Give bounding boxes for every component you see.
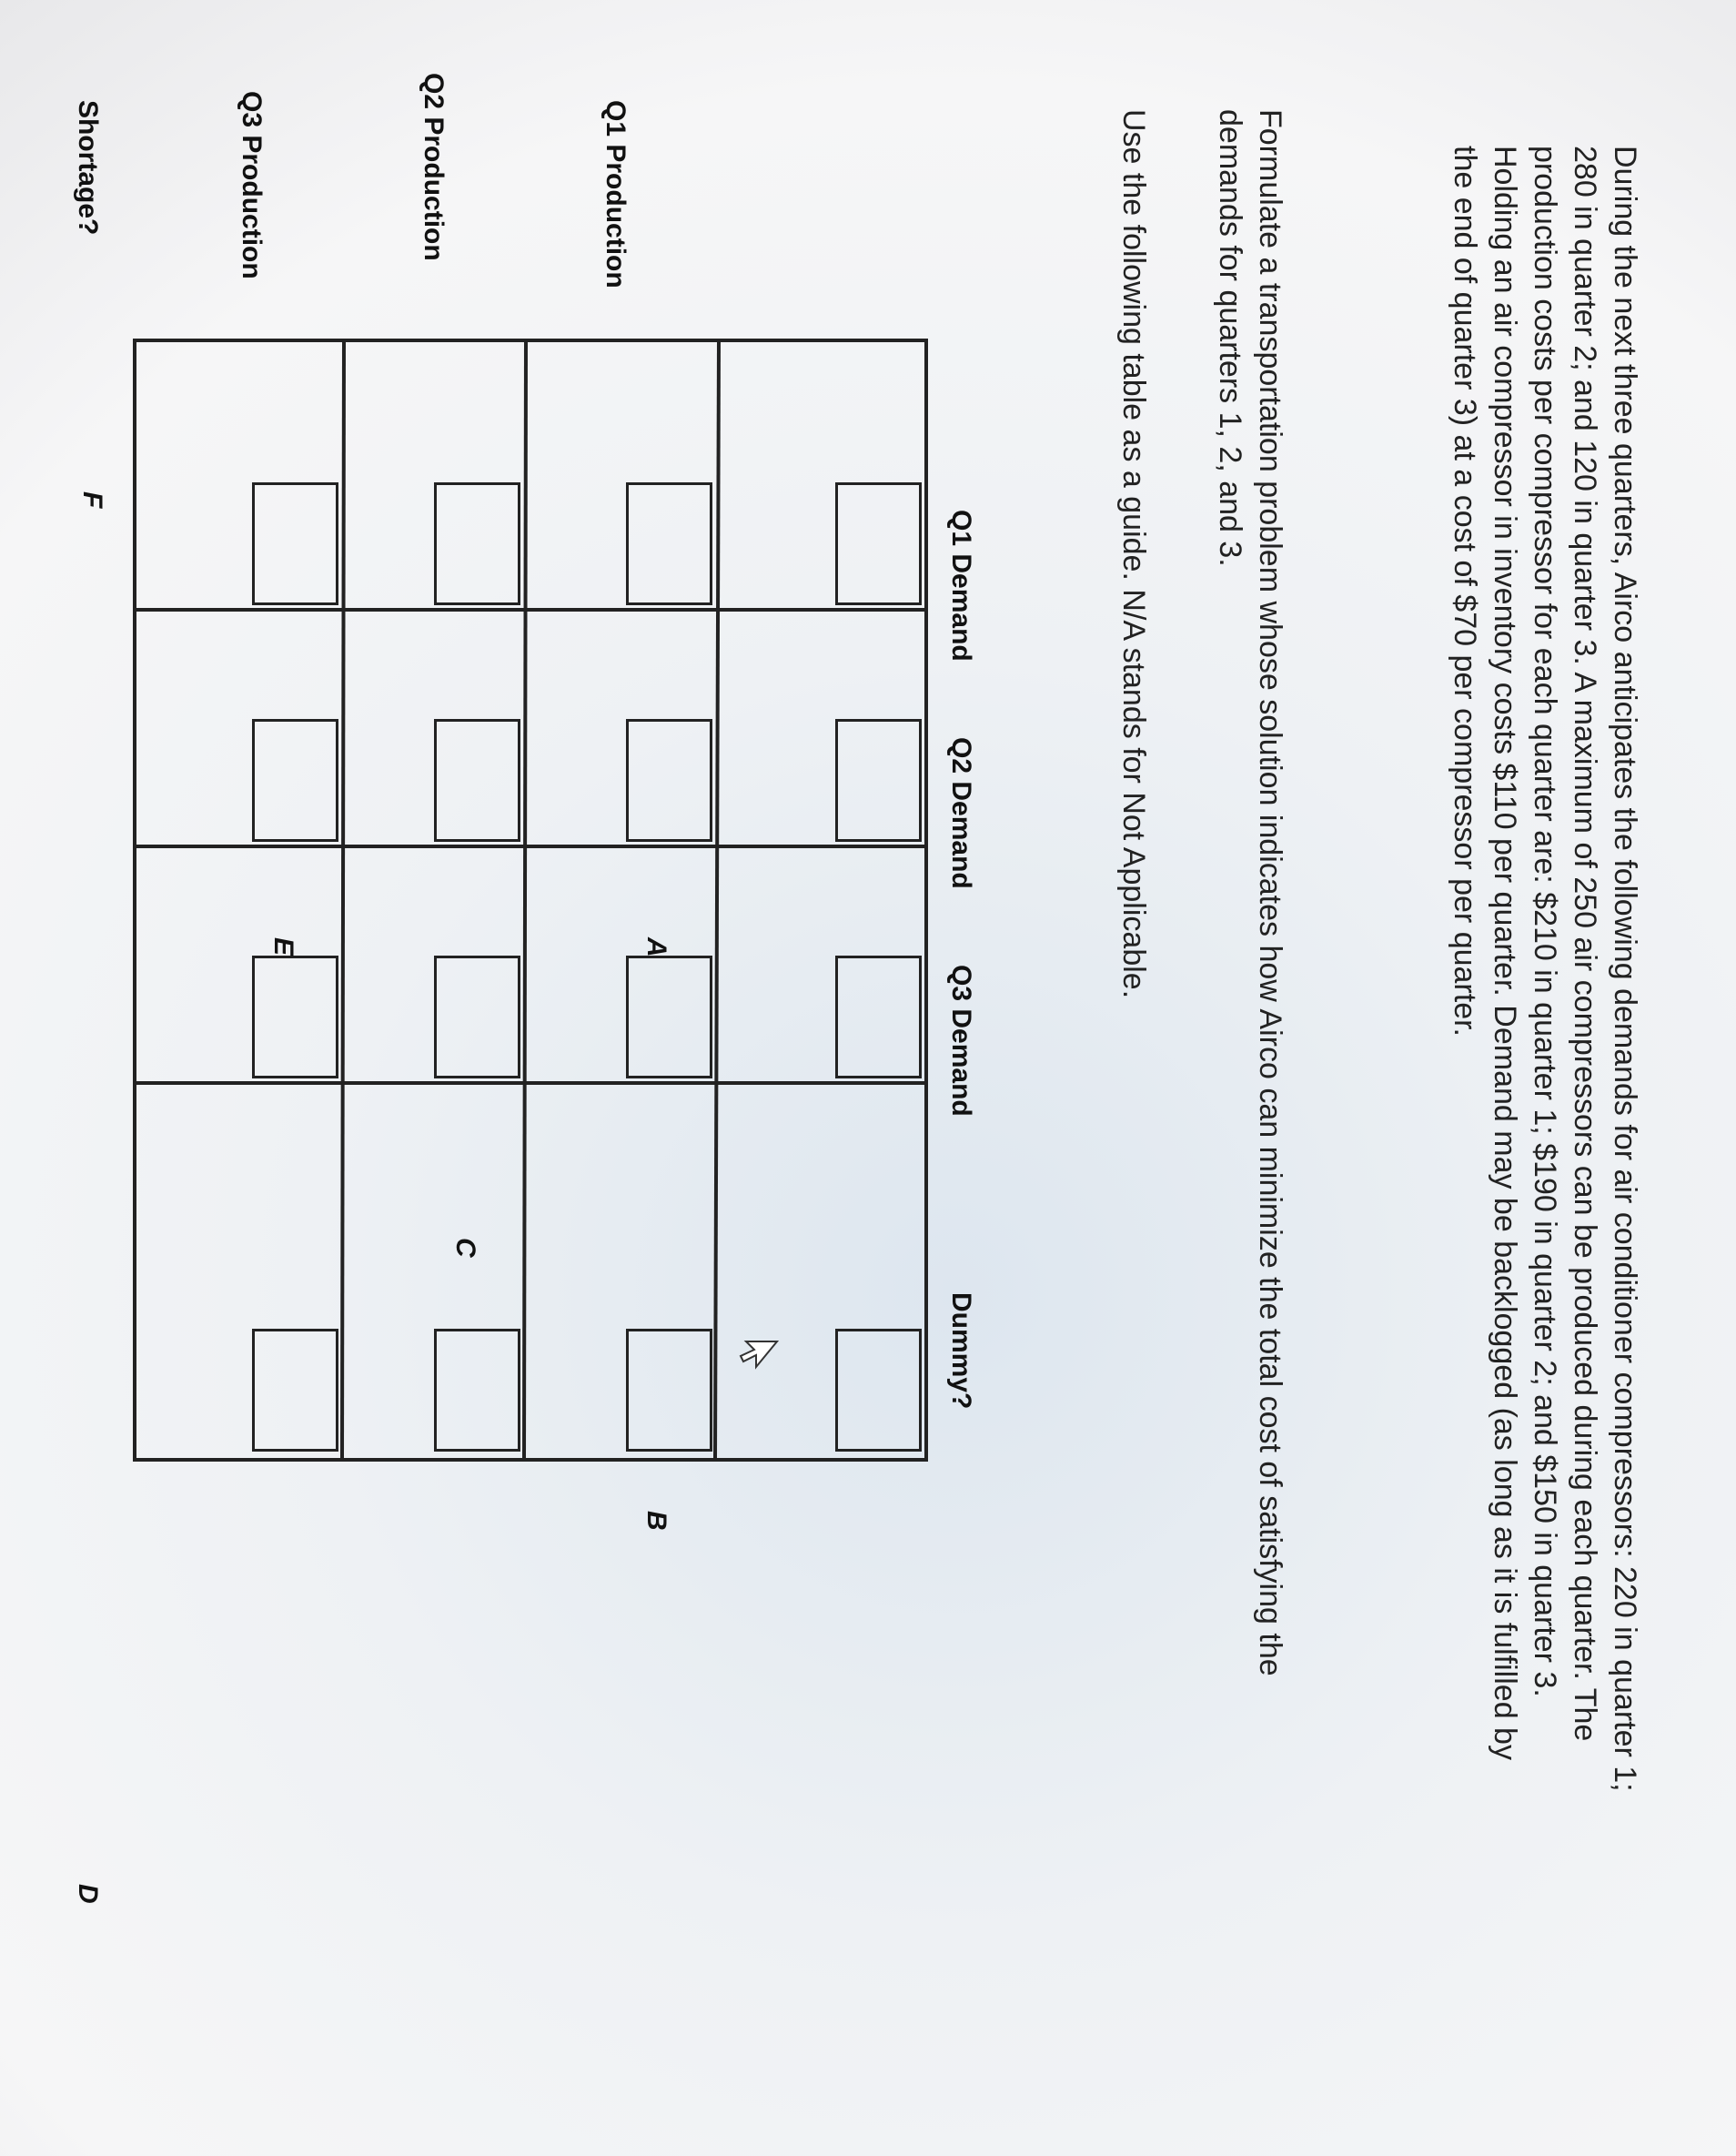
blank-marker-a: A — [641, 937, 671, 957]
blank-marker-f: F — [77, 491, 107, 509]
blank-marker-e: E — [268, 937, 298, 957]
problem-paragraph-3: Use the following table as a guide. N/A stands for Not Applicable. — [1116, 109, 1151, 999]
cost-input-q1p-q1d[interactable] — [835, 482, 922, 605]
problem-paragraph-2: Formulate a transportation problem whose solution indicates how Airco can minimize the total cost of satisfying the demands for quarters 1, 2, and 3. — [1213, 109, 1287, 1676]
row-label-q1-production: Q1 Production — [601, 100, 631, 288]
cost-input-q2p-dummy[interactable] — [626, 1329, 712, 1452]
transportation-table — [0, 337, 944, 1702]
cost-input-q2p-q2d[interactable] — [626, 719, 712, 842]
cost-input-shortage-q2d[interactable] — [252, 719, 338, 842]
column-label-q3-demand: Q3 Demand — [946, 965, 976, 1117]
cost-input-q3p-q3d[interactable] — [434, 956, 520, 1078]
column-label-q1-demand: Q1 Demand — [946, 510, 976, 662]
cost-input-shortage-dummy[interactable] — [252, 1329, 338, 1452]
column-label-dummy: Dummy? — [946, 1292, 976, 1410]
cost-input-shortage-q1d[interactable] — [252, 482, 338, 605]
blank-marker-b: B — [641, 1511, 671, 1531]
cost-input-q3p-q1d[interactable] — [434, 482, 520, 605]
cost-input-shortage-q3d[interactable] — [252, 956, 338, 1078]
row-label-shortage: Shortage? — [73, 100, 103, 236]
cost-input-q1p-q3d[interactable] — [835, 956, 922, 1078]
row-label-q2-production: Q2 Production — [419, 73, 449, 261]
row-label-q3-production: Q3 Production — [237, 91, 267, 279]
cost-input-q2p-q1d[interactable] — [626, 482, 712, 605]
cost-input-q1p-q2d[interactable] — [835, 719, 922, 842]
cost-input-q2p-q3d[interactable] — [626, 956, 712, 1078]
cost-input-q1p-dummy[interactable] — [835, 1329, 922, 1452]
blank-marker-c: C — [450, 1238, 480, 1258]
column-label-q2-demand: Q2 Demand — [946, 737, 976, 889]
mouse-cursor-icon — [735, 1338, 781, 1374]
problem-paragraph-1: During the next three quarters, Airco anticipates the following demands for air conditioner compressors: 220 in quarter 1; 280 in quarter 2; and 120 in quarter 3. A maximum of 250 air compressors can be produced during each quarter. The production costs per compressor for each quarter are: $210 in quarter 1; $190 in quarter 2; and $150 in quarter 3. Holding an air compressor in inventory costs $110 per quarter. Demand may be backlogged (as long as it is fulfilled by the end of quarter 3) at a cost of $70 per compressor per quarter. — [1448, 146, 1642, 1792]
cost-input-q3p-q2d[interactable] — [434, 719, 520, 842]
blank-marker-d: D — [73, 1884, 103, 1904]
cost-input-q3p-dummy[interactable] — [434, 1329, 520, 1452]
